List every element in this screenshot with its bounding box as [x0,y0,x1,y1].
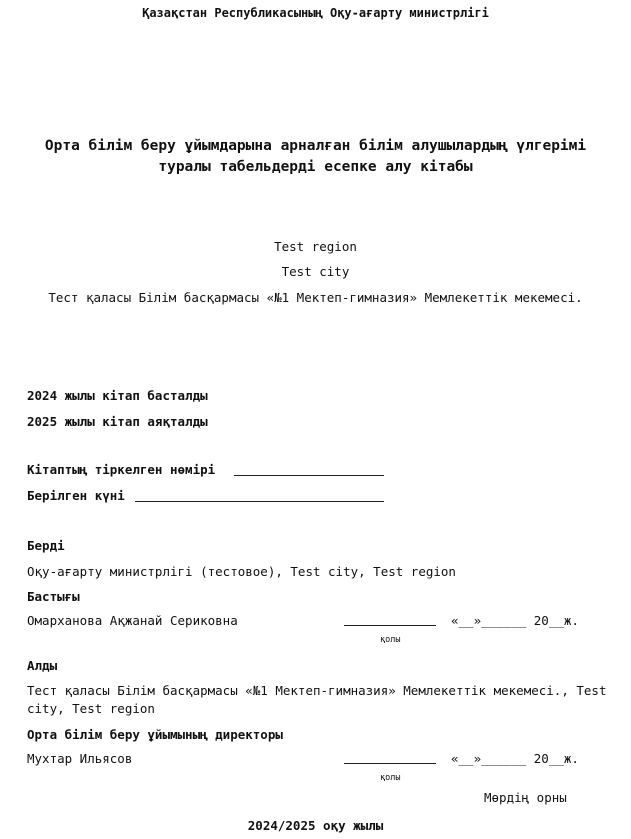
issuer-signature-caption: қолы [380,635,401,645]
issuer-head-label: Бастығы [27,589,80,604]
registration-number-field[interactable] [234,462,384,476]
issuer-org: Оқу-ағарту министрлігі (тестовое), Test city, Test region [27,564,456,579]
city-text: Test city [281,264,350,279]
page-title [0,136,631,178]
receiver-org: Тест қаласы Білім басқармасы «№1 Мектеп-гимназия» Мемлекеттік мекемесі., Test city, Test region [27,683,607,716]
region-text: Test region [274,239,357,254]
issuer-section-label: Берді [27,538,65,553]
book-started: 2024 жылы кітап басталды [27,388,208,403]
issuer-head-name: Омарханова Ақжанай Сериковна [27,613,238,628]
title-line-1: Орта білім беру ұйымдарына арналған білім алушылардың үлгерімі [44,138,587,154]
issued-date-field[interactable] [135,488,384,502]
director-signature-caption: қолы [380,773,401,783]
stamp-place: Мөрдің орны [484,790,567,805]
director-signature-line[interactable] [344,750,436,764]
title-line-2: туралы табельдерді есепке алу кітабы [158,159,473,175]
registration-number-label: Кітаптың тіркелген нөмірі [27,462,216,477]
issuer-signature-line[interactable] [344,612,436,626]
director-name: Мухтар Ильясов [27,751,133,766]
academic-year: 2024/2025 оқу жылы [247,818,384,833]
director-date: «__»______ 20__ж. [451,751,579,766]
issued-date-row [27,488,125,503]
director-label: Орта білім беру ұйымының директоры [27,727,283,742]
issuer-date: «__»______ 20__ж. [451,613,579,628]
school-name: Тест қаласы Білім басқармасы «№1 Мектеп-гимназия» Мемлекеттік мекемесі. [48,290,583,305]
issued-date-label: Берілген күні [27,488,125,503]
book-finished: 2025 жылы кітап аяқталды [27,414,208,429]
receiver-section-label: Алды [27,658,58,673]
registration-number-row [27,462,215,477]
ministry-header: Қазақстан Республикасының Оқу-ағарту министрлігі [142,6,489,20]
